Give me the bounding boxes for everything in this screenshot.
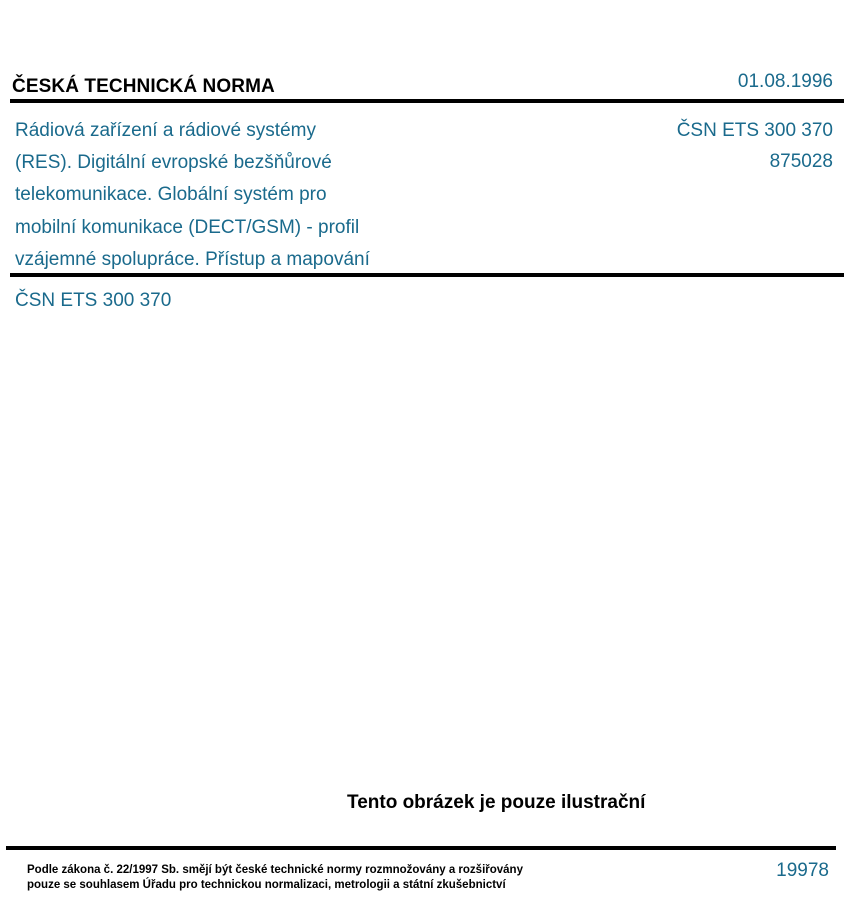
- title-line: mobilní komunikace (DECT/GSM) - profil: [15, 216, 360, 238]
- title-divider: [10, 273, 844, 277]
- standard-identifiers: [677, 115, 833, 177]
- title-line: (RES). Digitální evropské bezšňůrové: [15, 152, 332, 174]
- norm-label: ČESKÁ TECHNICKÁ NORMA: [12, 76, 275, 97]
- legal-notice: [27, 863, 523, 893]
- title-line: telekomunikace. Globální systém pro: [15, 184, 327, 206]
- legal-notice-line: pouze se souhlasem Úřadu pro technickou normalizaci, metrologii a státní zkušebnictví: [27, 879, 506, 891]
- standard-title: [15, 115, 435, 276]
- footer-divider: [6, 846, 836, 850]
- title-line: vzájemné spolupráce. Přístup a mapování: [15, 248, 370, 270]
- publication-date: 01.08.1996: [737, 71, 833, 92]
- classification-code: 875028: [769, 151, 833, 172]
- title-line: Rádiová zařízení a rádiové systémy: [15, 120, 316, 141]
- illustration-note: Tento obrázek je pouze ilustrační: [347, 792, 646, 813]
- legal-notice-line: Podle zákona č. 22/1997 Sb. smějí být české technické normy rozmnožovány a rozšiřovány: [27, 864, 523, 876]
- header-divider: [10, 99, 844, 103]
- document-number: 19978: [776, 860, 829, 881]
- standard-designation-repeat: ČSN ETS 300 370: [15, 290, 172, 311]
- standard-designation: ČSN ETS 300 370: [676, 120, 833, 141]
